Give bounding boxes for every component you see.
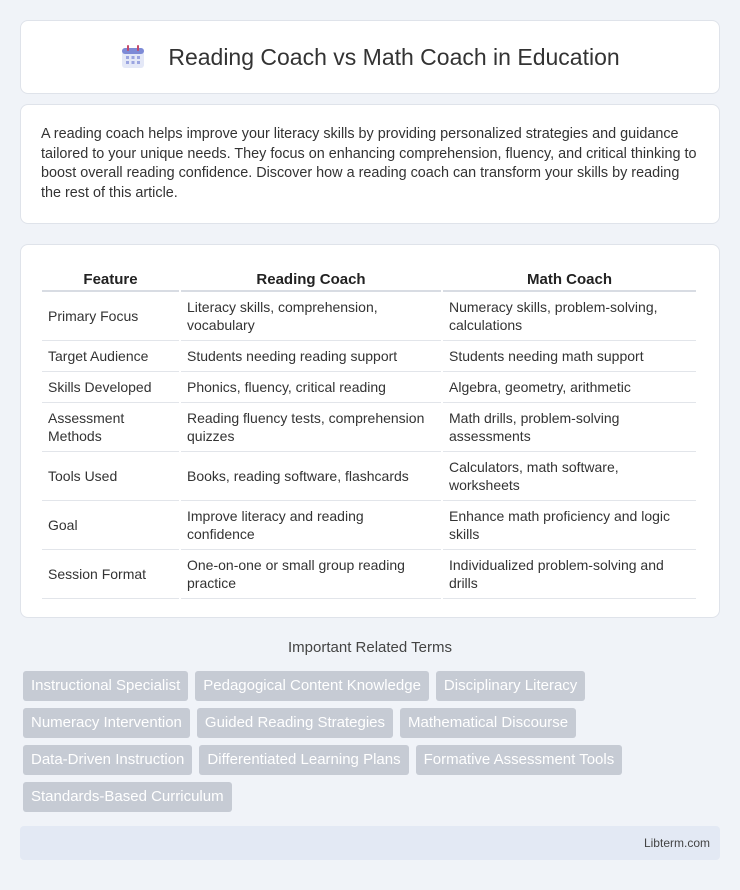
comparison-table-card: [20, 244, 720, 618]
table-cell: Tools Used: [42, 452, 179, 501]
table-row: [42, 501, 696, 550]
table-cell: Math drills, problem-solving assessments: [443, 403, 696, 452]
related-terms-list: [23, 671, 723, 819]
table-cell: Students needing math support: [443, 341, 696, 372]
related-term-tag[interactable]: Formative Assessment Tools: [416, 745, 623, 775]
footer: [20, 826, 720, 860]
related-term-tag[interactable]: Instructional Specialist: [23, 671, 188, 701]
related-term-tag[interactable]: Numeracy Intervention: [23, 708, 190, 738]
table-row: [42, 550, 696, 599]
related-term-tag[interactable]: Differentiated Learning Plans: [199, 745, 408, 775]
table-header-row: [42, 265, 696, 292]
table-cell: Phonics, fluency, critical reading: [181, 372, 441, 403]
comparison-table: [40, 265, 698, 599]
table-row: [42, 452, 696, 501]
table-cell: Primary Focus: [42, 292, 179, 341]
footer-site-link[interactable]: Libterm.com: [643, 836, 710, 850]
intro-text: A reading coach helps improve your literacy skills by providing personalized strategies and guidance tailored to your unique needs. They focus on enhancing comprehension, fluency, and critical thinking to boost overall reading confidence. Discover how a reading coach can transform your skills by reading the rest of this article.: [41, 126, 697, 201]
table-row: [42, 372, 696, 403]
related-term-tag[interactable]: Pedagogical Content Knowledge: [195, 671, 429, 701]
table-cell: Numeracy skills, problem-solving, calculations: [443, 292, 696, 341]
table-cell: Calculators, math software, worksheets: [443, 452, 696, 501]
table-cell: Goal: [42, 501, 179, 550]
table-cell: Skills Developed: [42, 372, 179, 403]
related-term-tag[interactable]: Guided Reading Strategies: [197, 708, 393, 738]
header-card: [20, 20, 720, 94]
intro-card: [20, 104, 720, 224]
table-cell: Books, reading software, flashcards: [181, 452, 441, 501]
related-term-tag[interactable]: Data-Driven Instruction: [23, 745, 192, 775]
related-terms-title: Important Related Terms: [288, 639, 452, 656]
related-term-tag[interactable]: Disciplinary Literacy: [436, 671, 585, 701]
table-cell: Individualized problem-solving and drills: [443, 550, 696, 599]
table-row: [42, 341, 696, 372]
column-header: Math Coach: [443, 265, 696, 292]
column-header: Reading Coach: [181, 265, 441, 292]
table-cell: Improve literacy and reading confidence: [181, 501, 441, 550]
table-cell: One-on-one or small group reading practice: [181, 550, 441, 599]
page-title: Reading Coach vs Math Coach in Education: [168, 43, 620, 70]
table-cell: Enhance math proficiency and logic skills: [443, 501, 696, 550]
table-cell: Students needing reading support: [181, 341, 441, 372]
column-header: Feature: [42, 265, 179, 292]
related-term-tag[interactable]: Mathematical Discourse: [400, 708, 576, 738]
table-cell: Assessment Methods: [42, 403, 179, 452]
calendar-icon: [120, 44, 146, 70]
table-cell: Algebra, geometry, arithmetic: [443, 372, 696, 403]
related-term-tag[interactable]: Standards-Based Curriculum: [23, 782, 232, 812]
table-cell: Literacy skills, comprehension, vocabulary: [181, 292, 441, 341]
table-cell: Session Format: [42, 550, 179, 599]
table-row: [42, 292, 696, 341]
table-cell: Reading fluency tests, comprehension quizzes: [181, 403, 441, 452]
table-row: [42, 403, 696, 452]
table-cell: Target Audience: [42, 341, 179, 372]
